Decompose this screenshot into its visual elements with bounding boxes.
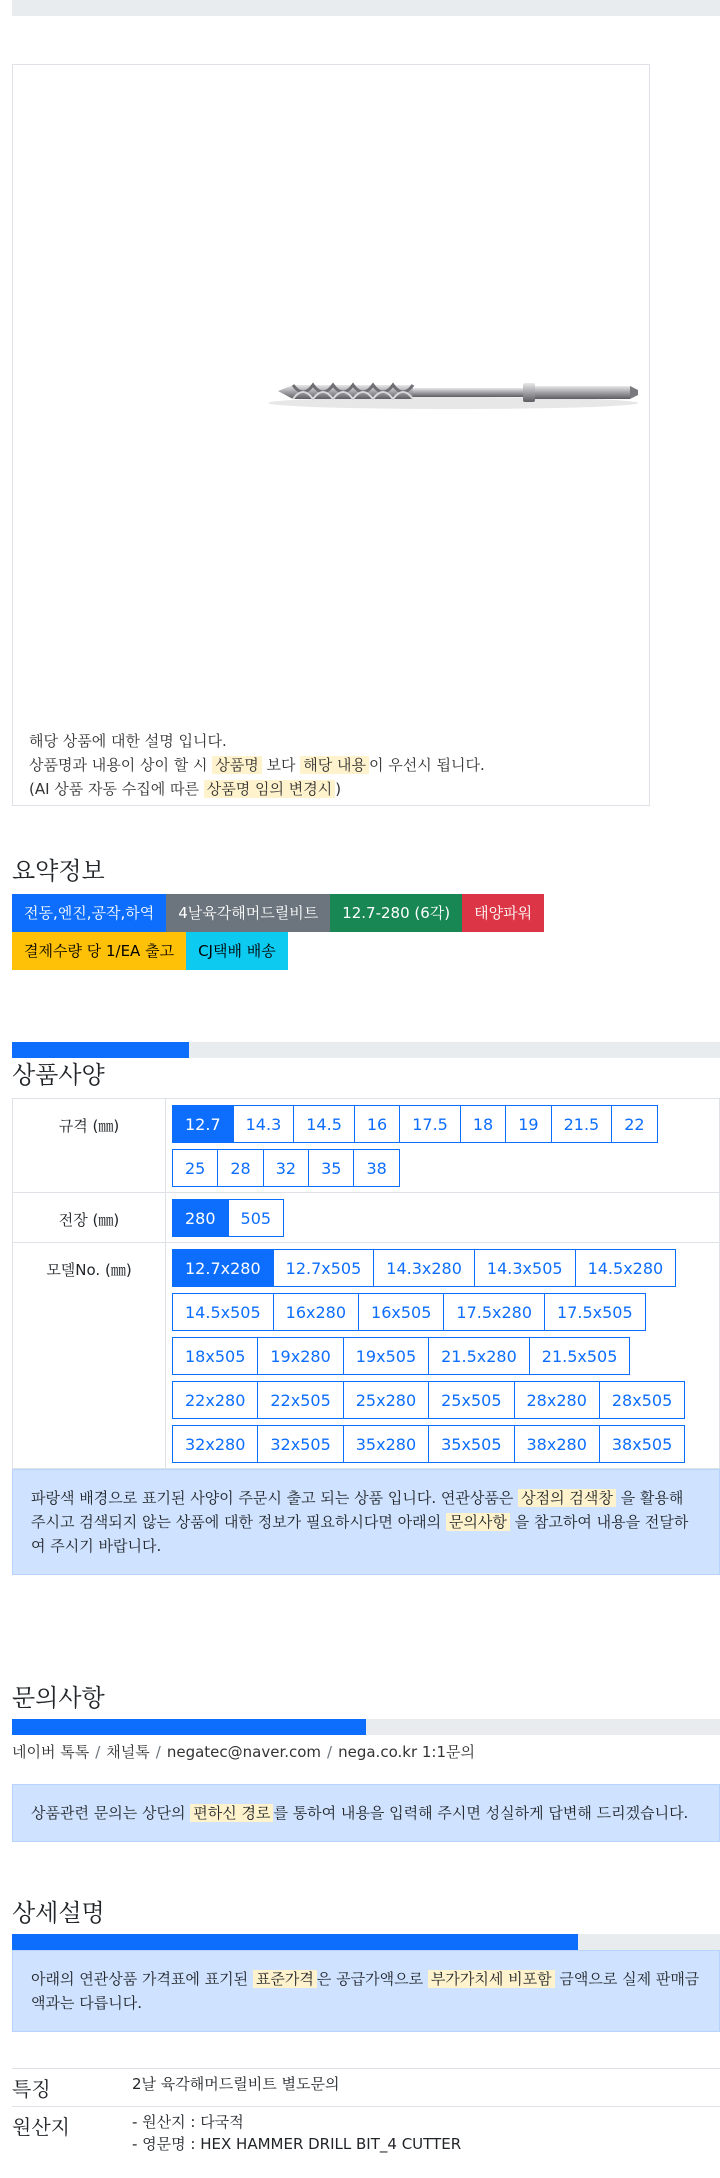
detail-notice [12,1950,720,2032]
detail-progress-bar [12,1934,720,1950]
option-group [169,1378,719,1422]
spec-option-button[interactable]: 17.5 [399,1105,461,1143]
option-group [169,1422,719,1466]
spec-table [12,1098,720,1469]
spec-label: 규격 (㎜) [13,1099,166,1193]
spec-option-button[interactable]: 19 [505,1105,551,1143]
summary-badge: 결제수량 당 1/EA 출고 [12,932,186,970]
highlight: 상품명 [212,756,261,774]
highlight: 해당 내용 [300,756,369,774]
contact-site-inquiry[interactable]: nega.co.kr 1:1문의 [338,1743,475,1761]
summary-section [12,856,720,970]
spec-option-button[interactable]: 16x505 [358,1293,444,1331]
detail-section [12,1898,720,2159]
spec-option-button[interactable]: 38 [353,1149,399,1187]
spec-option-button[interactable]: 22x505 [257,1381,343,1419]
detail-key: 원산지 [12,2107,132,2160]
spec-option-button[interactable]: 12.7x280 [172,1249,274,1287]
inquiry-section [12,1683,720,1842]
note-line-2 [29,753,485,777]
spec-option-button[interactable]: 14.5 [293,1105,355,1143]
option-group [169,1146,719,1190]
progress-fill [12,1719,366,1735]
spec-label: 모델No. (㎜) [13,1243,166,1469]
detail-row [12,2069,720,2107]
spec-option-button[interactable]: 21.5x280 [428,1337,530,1375]
spec-option-button[interactable]: 22x280 [172,1381,258,1419]
spec-option-button[interactable]: 25x505 [428,1381,514,1419]
separator: / [327,1743,333,1761]
spec-option-button[interactable]: 14.5x505 [172,1293,274,1331]
spec-option-button[interactable]: 280 [172,1199,229,1237]
spec-option-button[interactable]: 19x280 [257,1337,343,1375]
summary-badges [12,894,632,970]
notice-text: 상품관련 문의는 상단의 [31,1804,191,1822]
inquiry-notice [12,1784,720,1842]
summary-badge: 태양파워 [462,894,544,932]
spec-option-button[interactable]: 28 [217,1149,263,1187]
spec-label: 전장 (㎜) [13,1193,166,1243]
spec-option-button[interactable]: 35x280 [343,1425,429,1463]
spec-option-button[interactable]: 28x505 [599,1381,685,1419]
drill-bit-image [263,365,643,425]
spec-option-button[interactable]: 32x280 [172,1425,258,1463]
spec-option-button[interactable]: 21.5 [551,1105,613,1143]
note-text: ) [335,780,342,798]
note-text: 보다 [261,756,301,774]
spec-option-button[interactable]: 18x505 [172,1337,258,1375]
contact-breadcrumb [12,1741,720,1762]
spec-option-button[interactable]: 19x505 [343,1337,429,1375]
detail-value [132,2069,720,2107]
summary-badge: 4날육각해머드릴비트 [166,894,330,932]
spec-option-button[interactable]: 505 [228,1199,285,1237]
summary-badge: CJ택배 배송 [186,932,288,970]
spec-section [12,1042,720,1575]
progress-fill [12,1934,578,1950]
notice-text: 을 활용해 주시고 검색되지 않는 상품에 대한 정보가 필요하시다면 아래의 [31,1489,684,1531]
product-image-card [12,64,650,806]
spec-option-button[interactable]: 12.7x505 [273,1249,375,1287]
detail-row [12,2107,720,2160]
highlight: 표준가격 [253,1970,317,1988]
option-group [169,1290,719,1334]
product-note [29,729,485,801]
notice-text: 파랑색 배경으로 표기된 사양이 주문시 출고 되는 상품 입니다. 연관상품은 [31,1489,519,1507]
highlight: 문의사항 [446,1513,510,1531]
separator: / [95,1743,101,1761]
spec-option-button[interactable]: 18 [460,1105,506,1143]
spec-option-button[interactable]: 32x505 [257,1425,343,1463]
option-group [169,1102,719,1146]
spec-option-button[interactable]: 35 [308,1149,354,1187]
progress-fill [12,1042,189,1058]
separator: / [155,1743,161,1761]
spec-progress-bar [12,1042,720,1058]
inquiry-title: 문의사항 [12,1684,105,1712]
detail-title: 상세설명 [12,1899,105,1927]
spec-options [166,1243,720,1469]
spec-option-button[interactable]: 38x505 [599,1425,685,1463]
spec-option-button[interactable]: 32 [263,1149,309,1187]
highlight: 상품명 임의 변경시 [204,780,335,798]
spec-option-button[interactable]: 14.3x505 [474,1249,576,1287]
summary-badge: 전동,엔진,공작,하역 [12,894,166,932]
spec-option-button[interactable]: 25 [172,1149,218,1187]
spec-options [166,1099,720,1193]
detail-line: 2날 육각해머드릴비트 별도문의 [132,2075,340,2093]
spec-title: 상품사양 [12,1061,105,1089]
notice-text: 은 공급가액으로 [316,1970,428,1988]
note-text: 상품명과 내용이 상이 할 시 [29,756,213,774]
notice-text: 금액으로 실제 판매금액과는 다릅니다. [31,1970,700,2012]
notice-text: 아래의 연관상품 가격표에 표기된 [31,1970,253,1988]
spec-option-button[interactable]: 38x280 [514,1425,600,1463]
note-line-3 [29,777,485,801]
spec-option-button[interactable]: 35x505 [428,1425,514,1463]
note-text: 이 우선시 됩니다. [368,756,485,774]
detail-value [132,2107,720,2160]
spec-option-button[interactable]: 28x280 [514,1381,600,1419]
spec-options [166,1193,720,1243]
highlight: 편하신 경로 [190,1804,273,1822]
option-group [169,1196,719,1240]
spec-row-length [13,1193,720,1243]
spec-option-button[interactable]: 16 [354,1105,400,1143]
spec-option-button[interactable]: 14.3 [233,1105,295,1143]
detail-line: - 영문명 : HEX HAMMER DRILL BIT_4 CUTTER [132,2135,462,2153]
spec-option-button[interactable]: 25x280 [343,1381,429,1419]
notice-text: 를 통하여 내용을 입력해 주시면 성실하게 답변해 드리겠습니다. [273,1804,689,1822]
contact-channel-talk[interactable]: 채널톡 [106,1743,150,1761]
spec-row-model [13,1243,720,1469]
highlight: 상점의 검색창 [518,1489,616,1507]
spec-option-button[interactable]: 12.7 [172,1105,234,1143]
spec-option-button[interactable]: 16x280 [273,1293,359,1331]
summary-title: 요약정보 [12,857,105,885]
top-bar [12,0,720,16]
detail-table [12,2068,720,2159]
summary-badge: 12.7-280 (6각) [330,894,462,932]
spec-option-button[interactable]: 14.5x280 [575,1249,677,1287]
option-group [169,1246,719,1290]
note-text: (AI 상품 자동 수집에 따른 [29,780,204,798]
contact-email[interactable]: negatec@naver.com [166,1743,322,1761]
note-line-1: 해당 상품에 대한 설명 입니다. [29,732,227,750]
spec-notice [12,1469,720,1575]
spec-option-button[interactable]: 22 [611,1105,657,1143]
contact-naver-talk[interactable]: 네이버 톡톡 [12,1743,90,1761]
notice-text: 을 참고하여 내용을 전달하여 주시기 바랍니다. [31,1513,689,1555]
spec-option-button[interactable]: 17.5x505 [544,1293,646,1331]
spec-option-button[interactable]: 14.3x280 [373,1249,475,1287]
inquiry-progress-bar [12,1719,720,1735]
detail-key: 특징 [12,2069,132,2107]
spec-row-size [13,1099,720,1193]
spec-option-button[interactable]: 21.5x505 [529,1337,631,1375]
option-group [169,1334,719,1378]
detail-line: - 원산지 : 다국적 [132,2113,244,2131]
spec-option-button[interactable]: 17.5x280 [443,1293,545,1331]
highlight: 부가가치세 비포함 [428,1970,555,1988]
